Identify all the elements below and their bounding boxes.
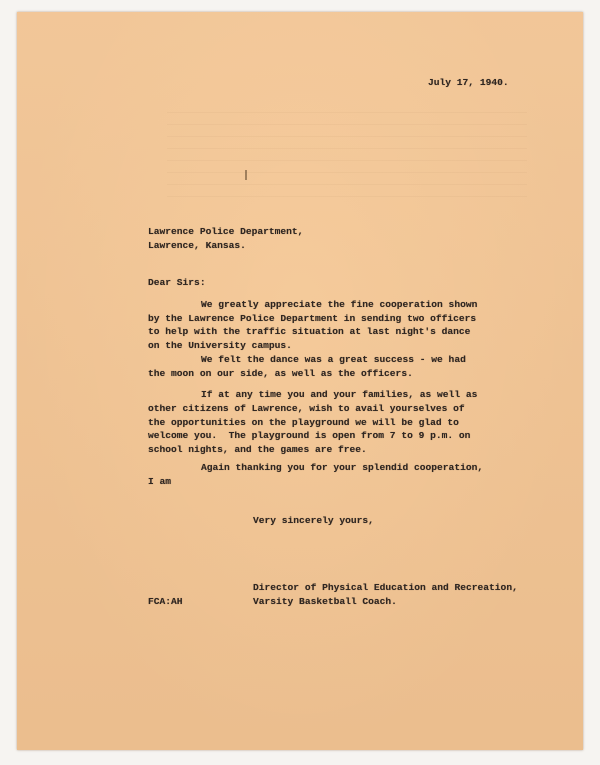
paragraph-3-line-5: school nights, and the games are free.: [148, 444, 367, 455]
stray-mark: [245, 170, 247, 180]
recipient-line-1: Lawrence Police Department,: [148, 226, 304, 237]
paragraph-1-line-4: on the University campus.: [148, 340, 292, 351]
closing: Very sincerely yours,: [253, 515, 374, 526]
ink-bleed-through: [167, 107, 527, 197]
paragraph-2-line-2: the moon on our side, as well as the officers.: [148, 368, 413, 379]
letter-date: July 17, 1940.: [428, 77, 509, 88]
paragraph-3-line-1: If at any time you and your families, as well as: [201, 389, 478, 400]
paragraph-3-line-4: welcome you. The playground is open from 7 to 9 p.m. on: [148, 430, 471, 441]
paragraph-4-line-1: Again thanking you for your splendid cooperation,: [201, 462, 484, 473]
paragraph-3-line-3: the opportunities on the playground we will be glad to: [148, 417, 459, 428]
paragraph-1-line-2: by the Lawrence Police Department in sending two officers: [148, 313, 477, 324]
typist-initials: FCA:AH: [148, 596, 183, 607]
signature-title-line-2: Varsity Basketball Coach.: [253, 596, 397, 607]
letter-paper: [17, 12, 583, 750]
paragraph-1-line-1: We greatly appreciate the fine cooperation shown: [201, 299, 478, 310]
paragraph-4-line-2: I am: [148, 476, 172, 487]
recipient-line-2: Lawrence, Kansas.: [148, 240, 246, 251]
salutation: Dear Sirs:: [148, 277, 206, 288]
paragraph-1-line-3: to help with the traffic situation at last night's dance: [148, 326, 471, 337]
signature-title-line-1: Director of Physical Education and Recreation,: [253, 582, 518, 593]
paragraph-2-line-1: We felt the dance was a great success - we had: [201, 354, 466, 365]
paragraph-3-line-2: other citizens of Lawrence, wish to avail yourselves of: [148, 403, 465, 414]
